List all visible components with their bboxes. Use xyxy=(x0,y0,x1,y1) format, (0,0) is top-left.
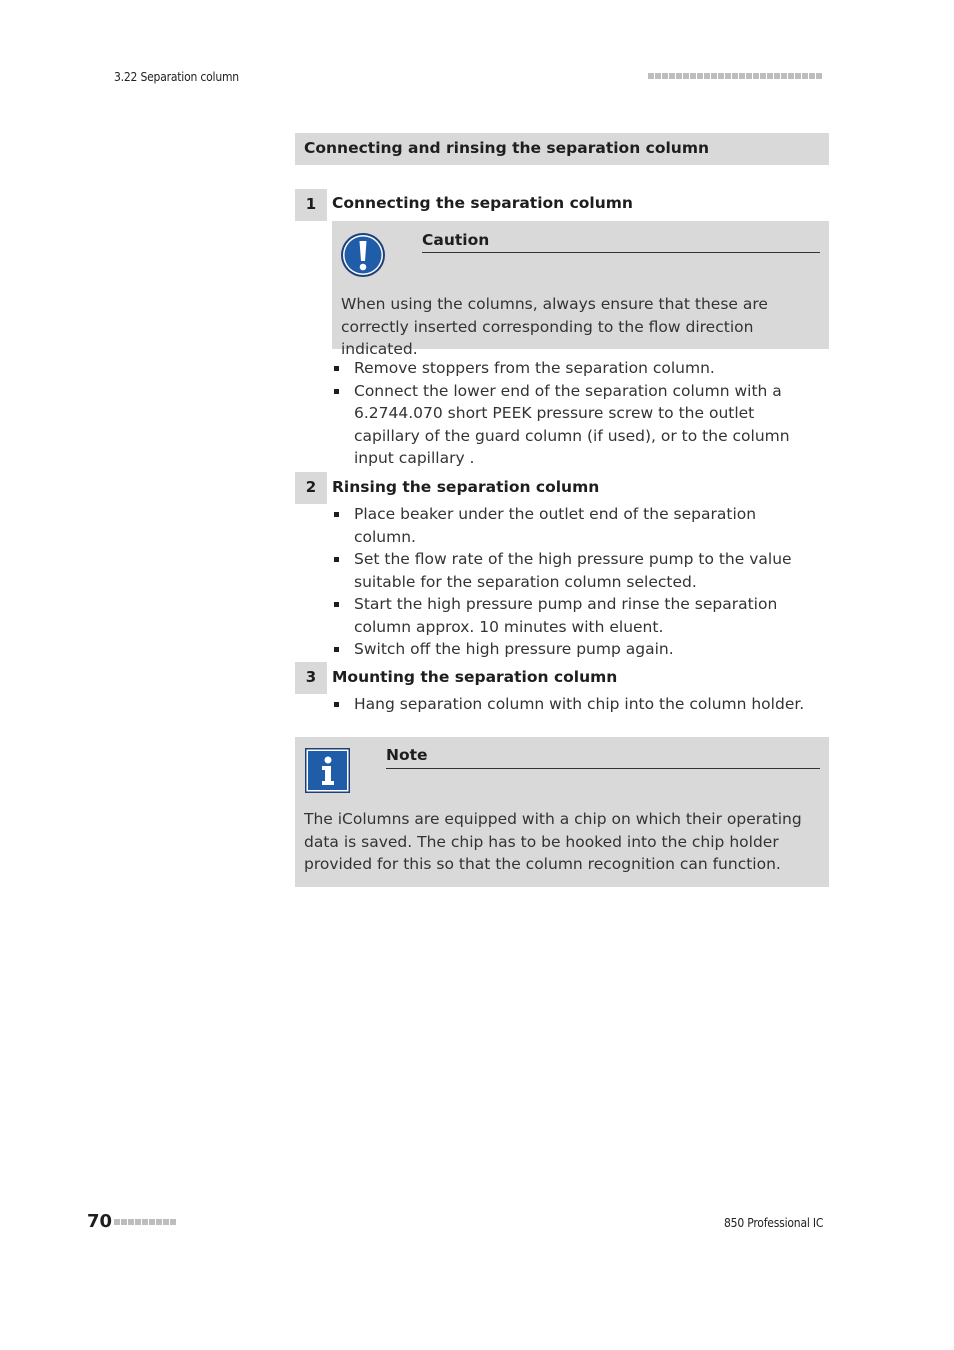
step-title-1: Connecting the separation column xyxy=(332,194,633,212)
list-item: Switch off the high pressure pump again. xyxy=(332,638,822,661)
section-title: Connecting and rinsing the separation column xyxy=(295,133,829,165)
exclamation-icon xyxy=(340,232,386,278)
list-item: Place beaker under the outlet end of the separation column. xyxy=(332,503,822,548)
page-number: 70 xyxy=(87,1211,113,1232)
step-number-3: 3 xyxy=(295,662,327,694)
list-item: Set the flow rate of the high pressure pump to the value suitable for the separation column selected. xyxy=(332,548,822,593)
step-title-2: Rinsing the separation column xyxy=(332,478,600,496)
caution-heading: Caution xyxy=(422,230,820,253)
step-2-bullet-list xyxy=(332,503,822,661)
header-decorative-squares xyxy=(648,73,822,79)
list-item: Start the high pressure pump and rinse the separation column approx. 10 minutes with eluent. xyxy=(332,593,822,638)
note-body: The iColumns are equipped with a chip on which their operating data is saved. The chip has to be hooked into the chip holder provided for this so that the column recognition can function. xyxy=(304,810,802,873)
running-header-section: 3.22 Separation column xyxy=(114,70,239,84)
info-icon xyxy=(305,748,350,793)
step-3-bullet-list xyxy=(332,693,822,716)
step-1-bullet-list xyxy=(332,357,822,470)
note-heading: Note xyxy=(386,745,820,769)
list-item: Hang separation column with chip into the column holder. xyxy=(332,693,822,716)
list-item: Remove stoppers from the separation column. xyxy=(332,357,822,380)
footer-decorative-squares xyxy=(114,1219,176,1225)
footer-product-name: 850 Professional IC xyxy=(724,1216,824,1230)
step-number-1: 1 xyxy=(295,189,327,221)
step-number-2: 2 xyxy=(295,472,327,504)
caution-body: When using the columns, always ensure that these are correctly inserted corresponding to the flow direction indicated. xyxy=(341,295,768,358)
list-item: Connect the lower end of the separation column with a 6.2744.070 short PEEK pressure screw to the outlet capillary of the guard column (if used), or to the column input capillary . xyxy=(332,380,822,470)
step-title-3: Mounting the separation column xyxy=(332,668,618,686)
